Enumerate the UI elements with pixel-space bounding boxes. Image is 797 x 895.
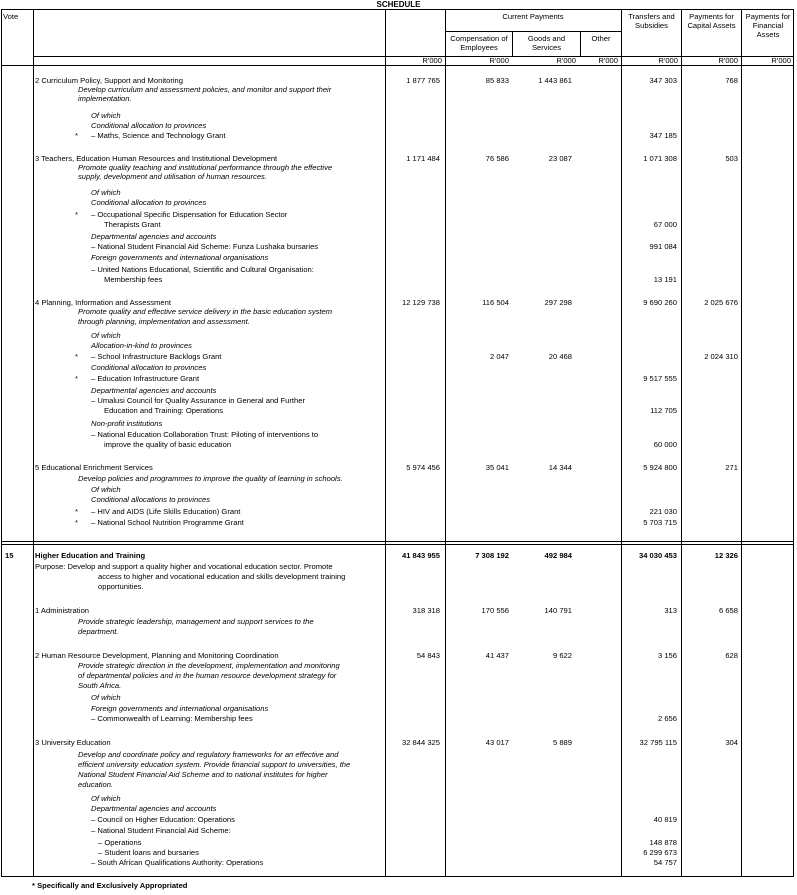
amount-cell: 5 924 800 bbox=[643, 463, 677, 472]
row-description: National Student Financial Aid Scheme and to national institutes for higher bbox=[78, 770, 328, 779]
row-description: – School Infrastructure Backlogs Grant bbox=[91, 352, 222, 361]
amount-cell: 32 844 325 bbox=[401, 738, 440, 747]
header-divider bbox=[445, 31, 621, 32]
amount-cell: 140 791 bbox=[544, 606, 572, 615]
row-description: Promote quality teaching and institutional performance through the effective bbox=[78, 163, 333, 172]
amount-cell: 2 025 676 bbox=[704, 298, 738, 307]
row-description: of departmental policies and in the human resource development strategy for bbox=[78, 671, 337, 680]
amount-cell: 6 658 bbox=[718, 606, 738, 615]
appropriation-marker: * bbox=[75, 507, 78, 516]
header-capital: Payments for Capital Assets bbox=[687, 12, 736, 30]
row-description: Conditional allocations to provinces bbox=[91, 495, 211, 504]
row-description: Develop and coordinate policy and regulatory frameworks for an effective and bbox=[78, 750, 339, 759]
row-description: department. bbox=[78, 627, 119, 636]
row-description: – Umalusi Council for Quality Assurance in General and Further bbox=[91, 396, 305, 405]
header-goods: Goods and Services bbox=[527, 34, 566, 52]
row-description: Promote quality and effective service delivery in the basic education system bbox=[78, 307, 333, 316]
row-description: Allocation-in-kind to provinces bbox=[91, 341, 192, 350]
amount-cell: 12 326 bbox=[714, 551, 738, 560]
amount-cell: 12 129 738 bbox=[401, 298, 440, 307]
row-description: 3 Teachers, Education Human Resources and Institutional Development bbox=[35, 154, 278, 163]
row-description: improve the quality of basic education bbox=[104, 440, 232, 449]
amount-cell: 503 bbox=[725, 154, 738, 163]
unit-label: R'000 bbox=[598, 56, 618, 65]
amount-cell: 67 000 bbox=[653, 220, 677, 229]
row-description: Conditional allocation to provinces bbox=[91, 363, 207, 372]
row-description: – Education Infrastructure Grant bbox=[91, 374, 200, 383]
amount-cell: 304 bbox=[725, 738, 738, 747]
vote-divider bbox=[1, 544, 794, 545]
amount-cell: 5 889 bbox=[552, 738, 572, 747]
header-compensation: Compensation of Employees bbox=[450, 34, 508, 52]
row-description: Departmental agencies and accounts bbox=[91, 804, 217, 813]
appropriation-marker: * bbox=[75, 518, 78, 527]
amount-cell: 6 299 673 bbox=[643, 848, 677, 857]
row-description: Provide strategic direction in the development, implementation and monitoring bbox=[78, 661, 340, 670]
row-description: Of which bbox=[91, 331, 121, 340]
row-description: – National School Nutrition Programme Grant bbox=[91, 518, 244, 527]
row-description: Non-profit institutions bbox=[91, 419, 163, 428]
amount-cell: 41 437 bbox=[485, 651, 509, 660]
row-description: Higher Education and Training bbox=[35, 551, 146, 560]
amount-cell: 221 030 bbox=[649, 507, 677, 516]
header-financial: Payments for Financial Assets bbox=[745, 12, 791, 39]
header-transfers: Transfers and Subsidies bbox=[628, 12, 675, 30]
amount-cell: 7 308 192 bbox=[475, 551, 509, 560]
amount-cell: 1 877 765 bbox=[406, 76, 440, 85]
row-description: 3 University Education bbox=[35, 738, 111, 747]
header-current-payments: Current Payments bbox=[502, 12, 564, 21]
vote-divider bbox=[1, 541, 794, 542]
row-description: Departmental agencies and accounts bbox=[91, 386, 217, 395]
unit-label: R'000 bbox=[771, 56, 791, 65]
amount-cell: 2 656 bbox=[657, 714, 677, 723]
amount-cell: 170 556 bbox=[481, 606, 509, 615]
unit-label: R'000 bbox=[658, 56, 678, 65]
amount-cell: 1 443 861 bbox=[538, 76, 572, 85]
row-description: Of which bbox=[91, 111, 121, 120]
amount-cell: 3 156 bbox=[657, 651, 677, 660]
row-description: – Maths, Science and Technology Grant bbox=[91, 131, 226, 140]
row-description: South Africa. bbox=[78, 681, 122, 690]
row-description: – United Nations Educational, Scientific and Cultural Organisation: bbox=[91, 265, 314, 274]
row-description: Education and Training: Operations bbox=[104, 406, 224, 415]
row-description: supply, development and utilisation of human resources. bbox=[78, 172, 267, 181]
amount-cell: 34 030 453 bbox=[638, 551, 677, 560]
row-description: – Commonwealth of Learning: Membership fees bbox=[91, 714, 253, 723]
row-description: Of which bbox=[91, 188, 121, 197]
schedule-title: SCHEDULE bbox=[376, 0, 421, 9]
row-description: – Council on Higher Education: Operations bbox=[91, 815, 235, 824]
row-description: 2 Curriculum Policy, Support and Monitoring bbox=[35, 76, 184, 85]
unit-label: R'000 bbox=[718, 56, 738, 65]
amount-cell: 54 843 bbox=[416, 651, 440, 660]
row-description: Purpose: Develop and support a quality higher and vocational education sector. Promote bbox=[35, 562, 333, 571]
amount-cell: 32 795 115 bbox=[639, 738, 677, 747]
amount-cell: 148 878 bbox=[649, 838, 677, 847]
amount-cell: 14 344 bbox=[548, 463, 572, 472]
row-description: Develop curriculum and assessment policies, and monitor and support their bbox=[78, 85, 332, 94]
amount-cell: 9 690 260 bbox=[643, 298, 677, 307]
row-description: 5 Educational Enrichment Services bbox=[35, 463, 153, 472]
amount-cell: 41 843 955 bbox=[401, 551, 440, 560]
amount-cell: 40 819 bbox=[653, 815, 677, 824]
amount-cell: 5 703 715 bbox=[643, 518, 677, 527]
row-description: Of which bbox=[91, 693, 121, 702]
amount-cell: 23 087 bbox=[548, 154, 572, 163]
amount-cell: 492 984 bbox=[544, 551, 572, 560]
amount-cell: 112 705 bbox=[650, 406, 677, 415]
amount-cell: 628 bbox=[725, 651, 738, 660]
row-description: Provide strategic leadership, management and support services to the bbox=[78, 617, 314, 626]
row-description: – HIV and AIDS (Life Skills Education) Grant bbox=[91, 507, 241, 516]
row-description: Therapists Grant bbox=[104, 220, 161, 229]
row-description: Departmental agencies and accounts bbox=[91, 232, 217, 241]
row-description: Of which bbox=[91, 794, 121, 803]
col-divider bbox=[681, 9, 682, 877]
amount-cell: 347 303 bbox=[649, 76, 677, 85]
amount-cell: 43 017 bbox=[485, 738, 509, 747]
footnote: * Specifically and Exclusively Appropriated bbox=[32, 881, 188, 890]
amount-cell: 60 000 bbox=[653, 440, 677, 449]
row-description: Develop policies and programmes to improve the quality of learning in schools. bbox=[78, 474, 343, 483]
row-description: through planning, implementation and assessment. bbox=[78, 317, 250, 326]
amount-cell: 9 517 555 bbox=[643, 374, 677, 383]
amount-cell: 5 974 456 bbox=[406, 463, 440, 472]
row-description: Foreign governments and international organisations bbox=[91, 253, 269, 262]
header-other: Other bbox=[591, 34, 611, 43]
amount-cell: 347 185 bbox=[649, 131, 677, 140]
amount-cell: 768 bbox=[725, 76, 738, 85]
row-description: Of which bbox=[91, 485, 121, 494]
row-description: education. bbox=[78, 780, 114, 789]
amount-cell: 318 318 bbox=[412, 606, 440, 615]
amount-cell: 85 833 bbox=[485, 76, 509, 85]
row-description: Foreign governments and international organisations bbox=[91, 704, 269, 713]
row-description: Membership fees bbox=[104, 275, 163, 284]
amount-cell: 1 071 308 bbox=[643, 154, 677, 163]
appropriation-marker: * bbox=[75, 131, 78, 140]
appropriation-marker: * bbox=[75, 352, 78, 361]
amount-cell: 35 041 bbox=[485, 463, 509, 472]
header-divider bbox=[1, 65, 794, 66]
amount-cell: 1 171 484 bbox=[406, 154, 440, 163]
row-description: – Operations bbox=[98, 838, 142, 847]
amount-cell: 297 298 bbox=[544, 298, 572, 307]
appropriation-marker: * bbox=[75, 374, 78, 383]
amount-cell: 13 191 bbox=[653, 275, 677, 284]
row-description: – National Education Collaboration Trust: Piloting of interventions to bbox=[91, 430, 319, 439]
amount-cell: 2 047 bbox=[489, 352, 509, 361]
amount-cell: 271 bbox=[725, 463, 738, 472]
header-vote: Vote bbox=[3, 12, 19, 21]
row-description: 1 Administration bbox=[35, 606, 90, 615]
row-description: 2 Human Resource Development, Planning and Monitoring Coordination bbox=[35, 651, 279, 660]
row-description: – Occupational Specific Dispensation for Education Sector bbox=[91, 210, 288, 219]
row-description: Conditional allocation to provinces bbox=[91, 121, 207, 130]
row-description: implementation. bbox=[78, 94, 132, 103]
amount-cell: 54 757 bbox=[653, 858, 677, 867]
row-description: 4 Planning, Information and Assessment bbox=[35, 298, 171, 307]
row-description: access to higher and vocational education and skills development training bbox=[98, 572, 346, 581]
row-description: – National Student Financial Aid Scheme: Funza Lushaka bursaries bbox=[91, 242, 319, 251]
vote-number: 15 bbox=[5, 551, 14, 560]
amount-cell: 76 586 bbox=[485, 154, 509, 163]
amount-cell: 313 bbox=[664, 606, 677, 615]
col-divider bbox=[741, 9, 742, 877]
amount-cell: 9 622 bbox=[552, 651, 572, 660]
row-description: opportunities. bbox=[98, 582, 144, 591]
unit-label: R'000 bbox=[556, 56, 576, 65]
row-description: efficient university education system. Provide financial support to universities, the bbox=[78, 760, 351, 769]
amount-cell: 991 084 bbox=[649, 242, 677, 251]
amount-cell: 116 504 bbox=[482, 298, 509, 307]
unit-label: R'000 bbox=[422, 56, 442, 65]
amount-cell: 2 024 310 bbox=[704, 352, 738, 361]
row-description: – Student loans and bursaries bbox=[98, 848, 199, 857]
row-description: – National Student Financial Aid Scheme: bbox=[91, 826, 231, 835]
row-description: Conditional allocation to provinces bbox=[91, 198, 207, 207]
appropriation-marker: * bbox=[75, 210, 78, 219]
amount-cell: 20 468 bbox=[548, 352, 572, 361]
unit-label: R'000 bbox=[489, 56, 509, 65]
col-divider bbox=[33, 9, 34, 877]
row-description: – South African Qualifications Authority: Operations bbox=[91, 858, 264, 867]
